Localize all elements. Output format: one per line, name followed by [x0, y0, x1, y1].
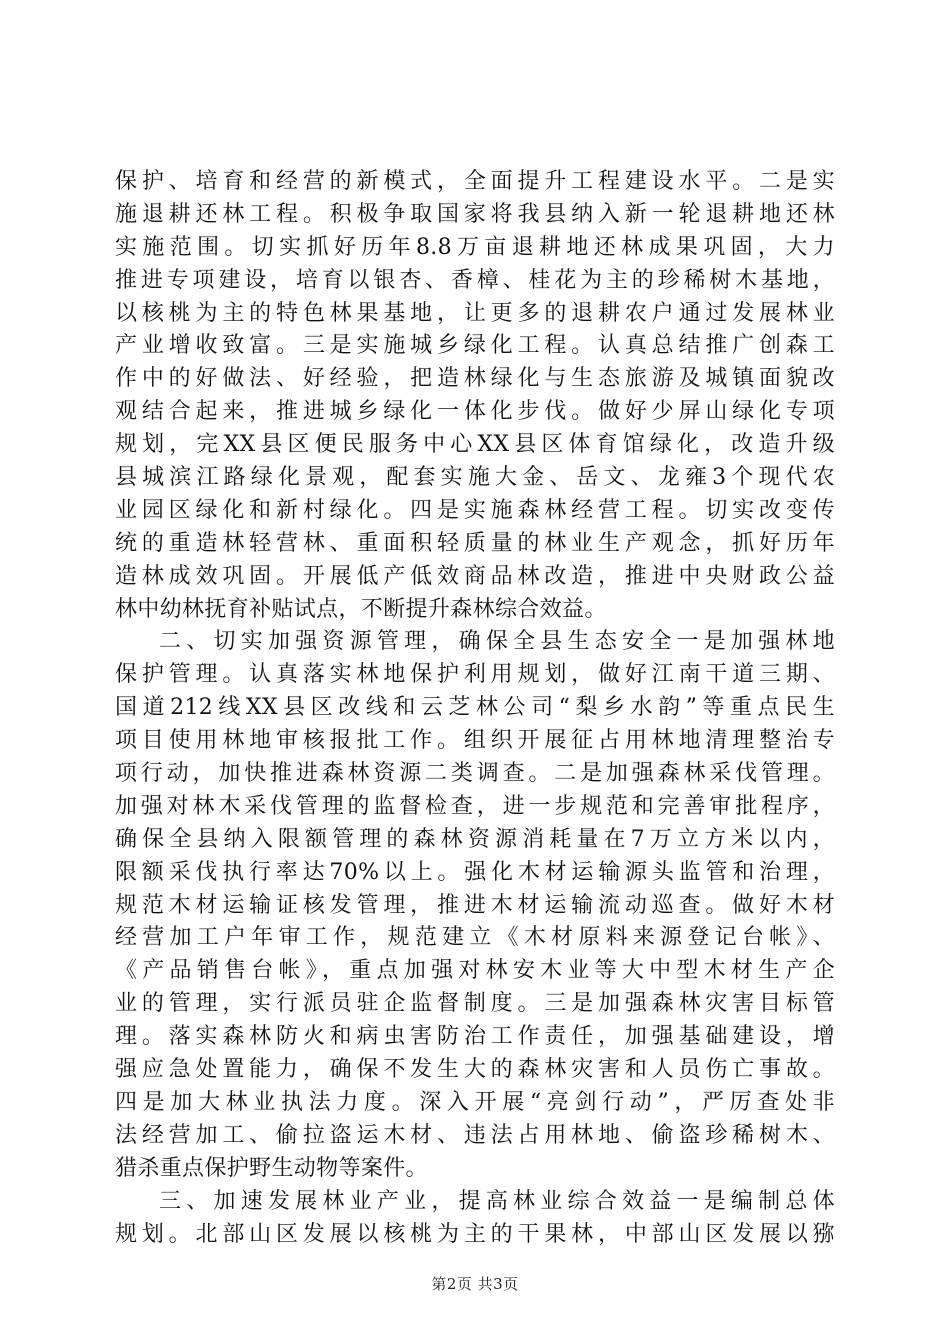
- text-line: 三、加速发展林业产业，提高林业综合效益一是编制总体: [159, 1188, 835, 1214]
- text-line: 规范木材运输证核发管理，推进木材运输流动巡查。做好木材: [115, 892, 835, 918]
- text-line: 规划。北部山区发展以核桃为主的干果林，中部山区发展以猕: [115, 1221, 835, 1247]
- text-line: 猎杀重点保护野生动物等案件。: [115, 1155, 428, 1181]
- text-line: 限额采伐执行率达70%以上。强化木材运输源头监管和治理，: [115, 859, 835, 885]
- text-line: 业的管理，实行派员驻企监督制度。三是加强森林灾害目标管: [115, 991, 835, 1017]
- text-line: 作中的好做法、好经验，把造林绿化与生态旅游及城镇面貌改: [115, 366, 835, 392]
- text-line: 项目使用林地审核报批工作。组织开展征占用林地清理整治专: [115, 728, 835, 754]
- text-line: 统的重造林轻营林、重面积轻质量的林业生产观念，抓好历年: [115, 530, 835, 556]
- text-line: 以核桃为主的特色林果基地，让更多的退耕农户通过发展林业: [115, 300, 835, 326]
- text-line: 四是加大林业执法力度。深入开展“亮剑行动”，严厉查处非: [115, 1089, 835, 1115]
- text-line: 经营加工户年审工作，规范建立《木材原料来源登记台帐》、: [115, 925, 835, 951]
- text-line: 强应急处置能力，确保不发生大的森林灾害和人员伤亡事故。: [115, 1057, 835, 1083]
- text-line: 产业增收致富。三是实施城乡绿化工程。认真总结推广创森工: [115, 333, 835, 359]
- text-line: 项行动，加快推进森林资源二类调查。二是加强森林采伐管理。: [115, 761, 835, 787]
- text-line: 林中幼林抚育补贴试点，不断提升森林综合效益。: [115, 596, 607, 622]
- text-line: 保护、培育和经营的新模式，全面提升工程建设水平。二是实: [115, 169, 835, 194]
- text-line: 二、切实加强资源管理，确保全县生态安全一是加强林地: [159, 629, 835, 655]
- text-line: 规划，完XX县区便民服务中心XX县区体育馆绿化，改造升级: [115, 432, 835, 458]
- text-line: 推进专项建设，培育以银杏、香樟、桂花为主的珍稀树木基地，: [115, 267, 835, 293]
- text-line: 观结合起来，推进城乡绿化一体化步伐。做好少屏山绿化专项: [115, 399, 835, 425]
- text-line: 县城滨江路绿化景观，配套实施大金、岳文、龙雍3个现代农: [115, 465, 835, 491]
- text-line: 施退耕还林工程。积极争取国家将我县纳入新一轮退耕地还林: [115, 201, 835, 227]
- text-line: 国道212线XX县区改线和云芝林公司“梨乡水韵”等重点民生: [115, 695, 835, 721]
- text-line: 理。落实森林防火和病虫害防治工作责任，加强基础建设，增: [115, 1024, 835, 1050]
- body-text: [115, 166, 835, 1251]
- page-footer: 第2页 共3页: [431, 1275, 519, 1293]
- text-line: 法经营加工、偷拉盗运木材、违法占用林地、偷盗珍稀树木、: [115, 1122, 835, 1148]
- text-line: 造林成效巩固。开展低产低效商品林改造，推进中央财政公益: [115, 563, 835, 589]
- text-line: 加强对林木采伐管理的监督检查，进一步规范和完善审批程序，: [115, 793, 835, 819]
- text-line: 《产品销售台帐》，重点加强对林安木业等大中型木材生产企: [115, 958, 835, 984]
- text-line: 实施范围。切实抓好历年8.8万亩退耕地还林成果巩固，大力: [115, 234, 835, 260]
- text-line: 确保全县纳入限额管理的森林资源消耗量在7万立方米以内，: [115, 826, 835, 852]
- text-line: 保护管理。认真落实林地保护利用规划，做好江南干道三期、: [115, 662, 835, 688]
- text-line: 业园区绿化和新村绿化。四是实施森林经营工程。切实改变传: [115, 497, 835, 523]
